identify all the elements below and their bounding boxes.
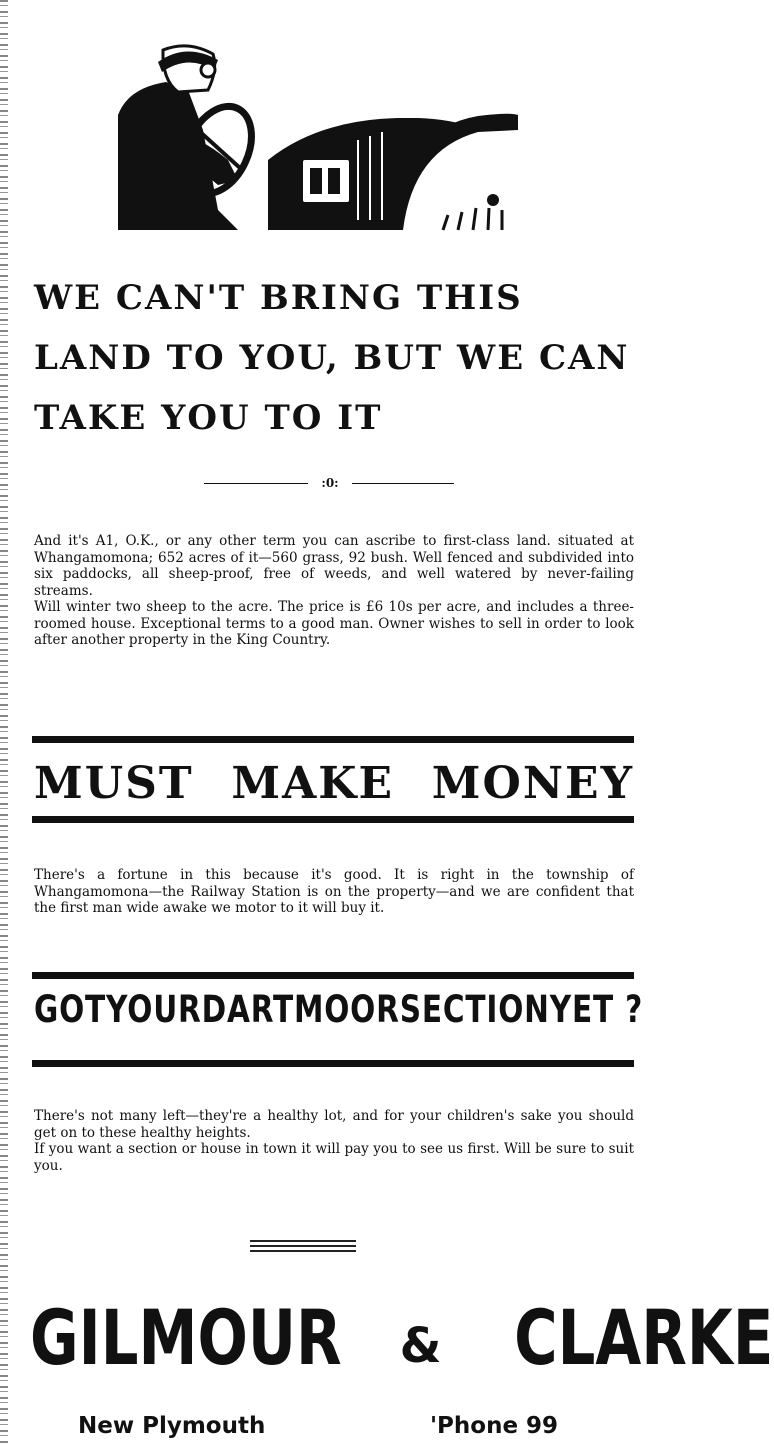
rule-bottom-must xyxy=(32,816,634,823)
headline-line-2: LAND TO YOU, BUT WE CAN xyxy=(34,338,630,378)
dartmoor-description-paragraph-2: If you want a section or house in town it will pay you to see us first. Will be sure to suit you. xyxy=(34,1141,634,1174)
heading-word: YET ? xyxy=(549,988,644,1031)
dartmoor-description xyxy=(34,1108,634,1174)
land-description-paragraph-2: Will winter two sheep to the acre. The price is £6 10s per acre, and includes a three-roomed house. Exceptional terms to a good man. Owner wishes to sell in order to look after another property in the King Country. xyxy=(34,599,634,648)
heading-word: SECTION xyxy=(399,988,550,1031)
separator-mark: :0: xyxy=(321,476,339,490)
heading-word: GOT xyxy=(34,988,107,1031)
firm-name-left: GILMOUR xyxy=(30,1293,342,1382)
firm-phone: 'Phone 99 xyxy=(430,1413,559,1439)
township-description-paragraph: There's a fortune in this because it's good. It is right in the township of Whangamomona—the Railway Station is on the property—and we are confident that the first man wide awake we motor to it will buy it. xyxy=(34,867,634,916)
land-description xyxy=(34,533,634,649)
firm-location: New Plymouth xyxy=(78,1413,266,1439)
heading-word: MUST xyxy=(34,758,194,809)
firm-name-right: CLARKE xyxy=(514,1293,774,1382)
dartmoor-heading xyxy=(34,988,644,1031)
headline xyxy=(34,268,634,448)
decorative-divider xyxy=(250,1238,356,1252)
township-description xyxy=(34,867,634,917)
page-edge-texture xyxy=(0,0,8,1444)
motorist-illustration xyxy=(118,40,518,260)
rule-bottom-dartmoor xyxy=(32,1060,634,1067)
land-description-paragraph-1: And it's A1, O.K., or any other term you can ascribe to first-class land. situated at Whangamomona; 652 acres of it—560 grass, 92 bush. Well fenced and subdivided into six paddocks, all sheep-proof, free of weeds, and well watered by never-failing streams. xyxy=(34,533,634,599)
heading-word: YOUR xyxy=(106,988,202,1031)
dartmoor-description-paragraph-1: There's not many left—they're a healthy lot, and for your children's sake you should get on to these healthy heights. xyxy=(34,1108,634,1141)
heading-word: MONEY xyxy=(431,758,634,809)
must-make-money-heading xyxy=(34,758,634,809)
firm-name xyxy=(30,1290,774,1386)
heading-word: MAKE xyxy=(231,758,394,809)
rule-top-dartmoor xyxy=(32,972,634,979)
heading-word: DARTMOOR xyxy=(201,988,400,1031)
rule-top-must xyxy=(32,736,634,743)
separator xyxy=(204,476,454,490)
firm-ampersand: & xyxy=(399,1318,442,1374)
headline-line-3: TAKE YOU TO IT xyxy=(34,398,383,438)
headline-line-1: WE CAN'T BRING THIS xyxy=(34,278,523,318)
